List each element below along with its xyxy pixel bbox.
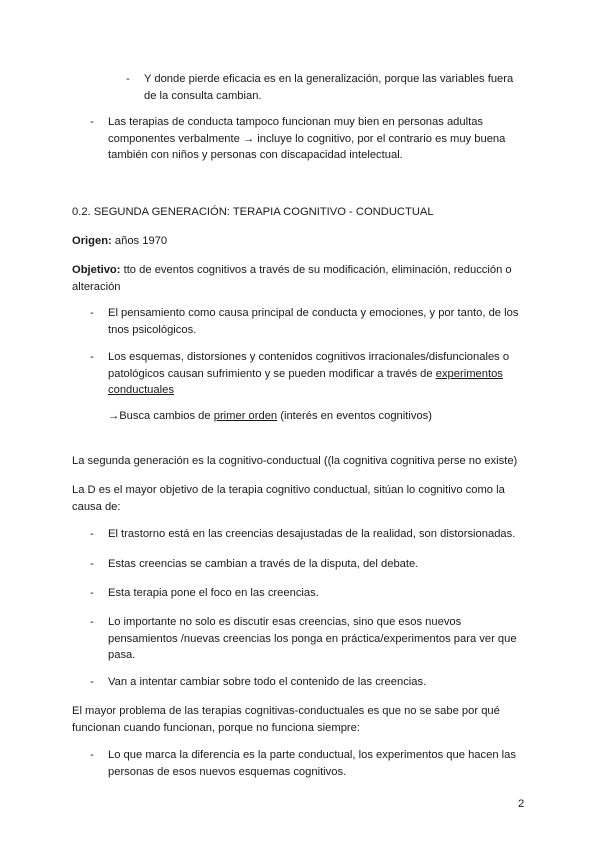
objetivo-label: Objetivo: bbox=[72, 264, 121, 276]
bullet-dash: - bbox=[90, 351, 94, 363]
paragraph-problema: El mayor problema de las terapias cognitivas-conductuales es que no se sabe por qué funcionan cuando funcionan, porque no funciona siempre: bbox=[72, 705, 500, 734]
experimentos-link[interactable]: experimentos conductuales bbox=[108, 367, 503, 396]
list-item-text: Lo importante no solo es discutir esas creencias, sino que esos nuevos pensamientos /nuevas creencias los ponga en práctica/experimentos para ver que pasa. bbox=[108, 616, 517, 661]
list-item bbox=[90, 526, 522, 543]
objetivo-value: tto de eventos cognitivos a través de su modificación, eliminación, reducción o alteración bbox=[72, 264, 512, 293]
busca-line bbox=[108, 408, 528, 425]
bullet-dash: - bbox=[90, 749, 94, 761]
origen-value: años 1970 bbox=[111, 235, 168, 247]
list-item bbox=[90, 674, 522, 691]
paragraph-d: La D es el mayor objetivo de la terapia cognitivo conductual, sitúan lo cognitivo como la causa de: bbox=[72, 484, 505, 513]
objetivo-paragraph bbox=[72, 262, 524, 295]
nested-list-item bbox=[126, 71, 528, 104]
list-item-text bbox=[108, 349, 522, 399]
list-item bbox=[90, 556, 522, 573]
paragraph-segunda: La segunda generación es la cognitivo-conductual ((la cognitiva cognitiva perse no existe) bbox=[72, 455, 518, 467]
busca-suffix: (interés en eventos cognitivos) bbox=[277, 410, 432, 422]
list-item-text: El pensamiento como causa principal de conducta y emociones, y por tanto, de los tnos psicológicos. bbox=[108, 307, 519, 336]
list-item-text: Esta terapia pone el foco en las creencias. bbox=[108, 587, 319, 599]
bullet-dash: - bbox=[90, 558, 94, 570]
bullet-dash: - bbox=[90, 307, 94, 319]
list-item-text: El trastorno está en las creencias desajustadas de la realidad, son distorsionadas. bbox=[108, 528, 516, 540]
list-item bbox=[90, 114, 522, 164]
origen-label: Origen: bbox=[72, 235, 112, 247]
busca-prefix: →Busca cambios de bbox=[108, 410, 214, 422]
list-item-text-part: Los esquemas, distorsiones y contenidos cognitivos irracionales/disfuncionales o patológicos causan sufrimiento y se pueden modificar a través de bbox=[108, 351, 510, 380]
section-heading: 0.2. SEGUNDA GENERACIÓN: TERAPIA COGNITIVO - CONDUCTUAL bbox=[72, 206, 434, 218]
list-item-text: Estas creencias se cambian a través de la disputa, del debate. bbox=[108, 558, 419, 570]
nested-list-item-text: Y donde pierde eficacia es en la generalización, porque las variables fuera de la consulta cambian. bbox=[144, 73, 514, 102]
primer-orden-link[interactable]: primer orden bbox=[213, 410, 278, 422]
bullet-dash: - bbox=[90, 528, 94, 540]
bullet-dash: - bbox=[90, 616, 94, 628]
list-item-text: Lo que marca la diferencia es la parte conductual, los experimentos que hacen las personas de esos nuevos esquemas cognitivos. bbox=[108, 749, 516, 778]
bullet-dash: - bbox=[90, 676, 94, 688]
list-item-text: Van a intentar cambiar sobre todo el contenido de las creencias. bbox=[108, 676, 427, 688]
list-item bbox=[90, 585, 522, 602]
list-item bbox=[90, 614, 522, 664]
origen-line bbox=[72, 233, 524, 250]
list-item bbox=[90, 305, 522, 338]
bullet-dash: - bbox=[90, 587, 94, 599]
list-item bbox=[90, 349, 522, 399]
list-item bbox=[90, 747, 522, 780]
bullet-dash: - bbox=[126, 73, 130, 85]
page-number: 2 bbox=[518, 798, 525, 810]
bullet-dash: - bbox=[90, 116, 94, 128]
list-item-text: Las terapias de conducta tampoco funcionan muy bien en personas adultas componentes verbalmente → incluye lo cognitivo, por el contrario es muy buena también con niños y personas con discapacidad intelectual. bbox=[108, 116, 506, 161]
